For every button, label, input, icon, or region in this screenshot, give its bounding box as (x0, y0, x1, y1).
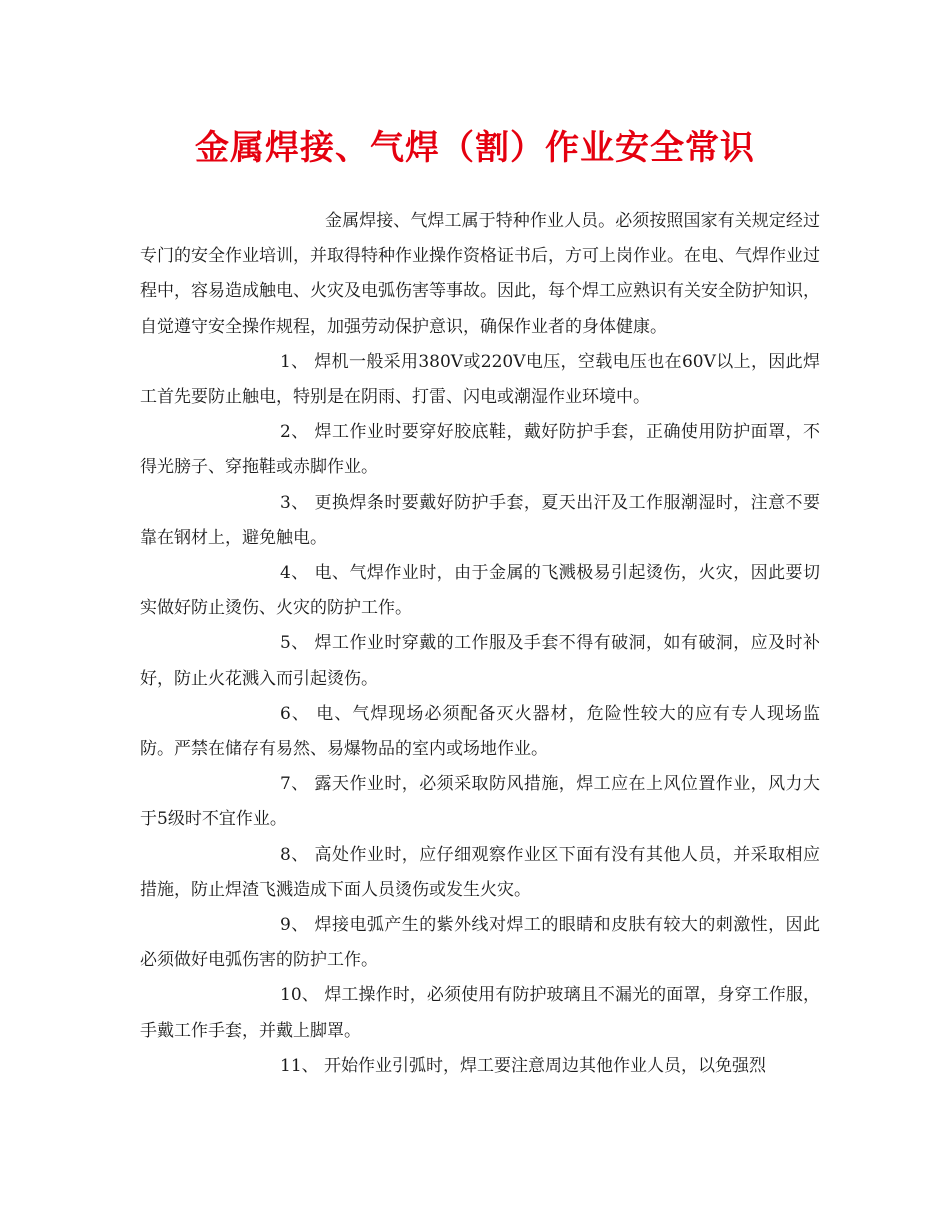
safety-item-1: 1、 焊机一般采用380V或220V电压，空载电压也在60V以上，因此焊工首先要防止触电，特别是在阴雨、打雷、闪电或潮湿作业环境中。 (140, 351, 820, 408)
document-title: 金属焊接、气焊（割）作业安全常识 (195, 128, 755, 168)
safety-item-7: 7、 露天作业时，必须采取防风措施，焊工应在上风位置作业，风力大于5级时不宜作业。 (140, 774, 820, 830)
safety-item-3: 3、 更换焊条时要戴好防护手套，夏天出汗及工作服潮湿时，注意不要靠在钢材上，避免触电。 (140, 492, 820, 548)
safety-item-8: 8、 高处作业时，应仔细观察作业区下面有没有其他人员，并采取相应措施，防止焊渣飞溅造成下面人员烫伤或发生火灾。 (140, 844, 820, 900)
safety-item-5: 5、 焊工作业时穿戴的工作服及手套不得有破洞，如有破洞，应及时补好，防止火花溅入而引起烫伤。 (140, 633, 820, 689)
safety-item-4: 4、 电、气焊作业时，由于金属的飞溅极易引起烫伤，火灾，因此要切实做好防止烫伤、火灾的防护工作。 (140, 563, 820, 619)
safety-item-11: 11、 开始作业引弧时，焊工要注意周边其他作业人员，以免强烈 (280, 1055, 767, 1076)
safety-item-6: 6、 电、气焊现场必须配备灭火器材，危险性较大的应有专人现场监防。严禁在储存有易然、易爆物品的室内或场地作业。 (140, 703, 820, 760)
intro-paragraph: 金属焊接、气焊工属于特种作业人员。必须按照国家有关规定经过专门的安全作业培训，并取得特种作业操作资格证书后，方可上岗作业。在电、气焊作业过程中，容易造成触电、火灾及电弧伤害等事故。因此，每个焊工应熟识有关安全防护知识，自觉遵守安全操作规程，加强劳动保护意识，确保作业者的身体健康。 (140, 211, 820, 337)
safety-item-10: 10、 焊工操作时，必须使用有防护玻璃且不漏光的面罩，身穿工作服，手戴工作手套，并戴上脚罩。 (140, 985, 820, 1041)
safety-item-9: 9、 焊接电弧产生的紫外线对焊工的眼睛和皮肤有较大的刺激性，因此必须做好电弧伤害的防护工作。 (140, 915, 820, 971)
document-body (140, 204, 820, 1084)
safety-item-2: 2、 焊工作业时要穿好胶底鞋，戴好防护手套，正确使用防护面罩，不得光膀子、穿拖鞋或赤脚作业。 (140, 422, 820, 478)
